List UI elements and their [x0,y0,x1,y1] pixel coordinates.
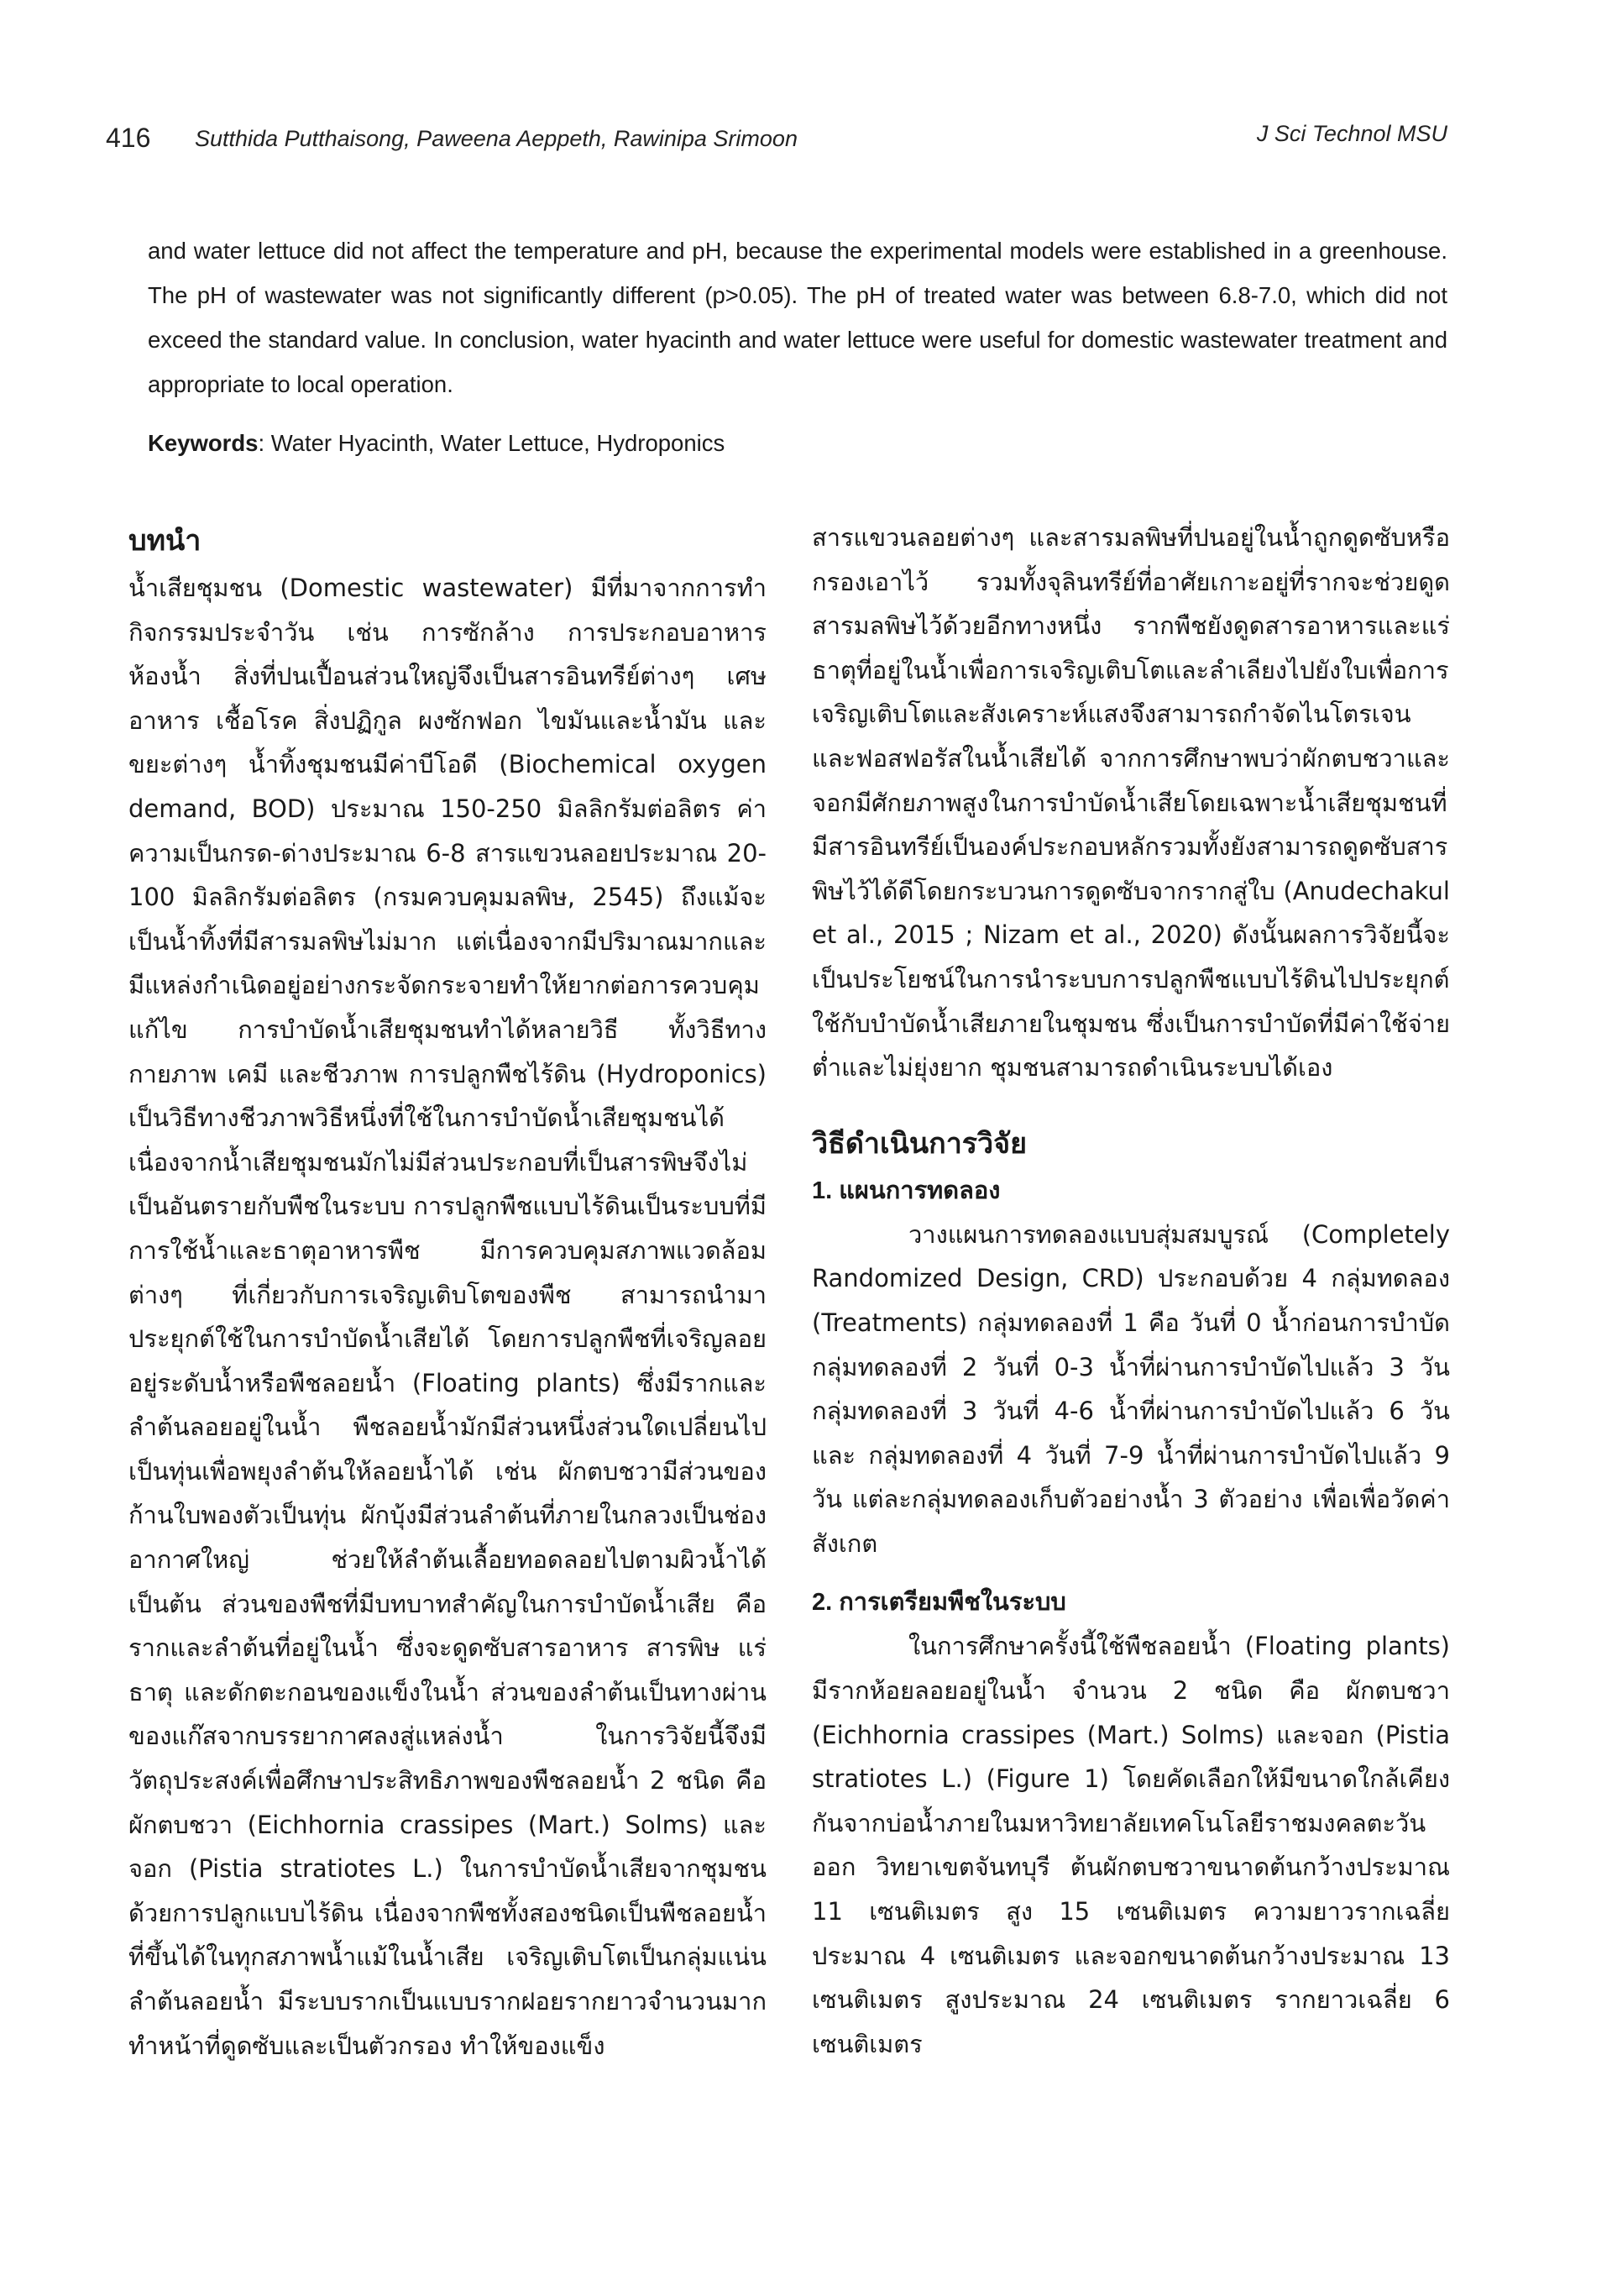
page-number: 416 [106,123,151,153]
methods-sub2-text: ในการศึกษาครั้งนี้ใช้พืชลอยน้ำ (Floating plants) มีรากห้อยลอยอยู่ในน้ำ จำนวน 2 ชนิด คือ ผักตบชวา (Eichhornia crassipes (Mart.) Solms) และจอก (Pistia stratiotes L.) (Figure 1) โดยคัดเลือกให้มีขนาดใกล้เคียงกันจากบ่อน้ำภายในมหาวิทยาลัยเทคโนโลยีราชมงคลตะวันออก วิทยาเขตจันทบุรี ต้นผักตบชวาขนาดต้นกว้างประมาณ 11 เซนติเมตร สูง 15 เซนติเมตร ความยาวรากเฉลี่ยประมาณ 4 เซนติเมตร และจอกขนาดต้นกว้างประมาณ 13 เซนติเมตร สูงประมาณ 24 เซนติเมตร รากยาวเฉลี่ย 6 เซนติเมตร [812,1632,1450,2058]
intro-paragraph: น้ำเสียชุมชน (Domestic wastewater) มีที่มาจากการทำกิจกรรมประจำวัน เช่น การซักล้าง การประกอบอาหาร ห้องน้ำ สิ่งที่ปนเปื้อนส่วนใหญ่จึงเป็นสารอินทรีย์ต่างๆ เศษอาหาร เชื้อโรค สิ่งปฏิกูล ผงซักฟอก ไขมันและน้ำมัน และขยะต่างๆ น้ำทิ้งชุมชนมีค่าบีโอดี (Biochemical oxygen demand, BOD) ประมาณ 150-250 มิลลิกรัมต่อลิตร ค่าความเป็นกรด-ด่างประมาณ 6-8 สารแขวนลอยประมาณ 20-100 มิลลิกรัมต่อลิตร (กรมควบคุมมลพิษ, 2545) ถึงแม้จะเป็นน้ำทิ้งที่มีสารมลพิษไม่มาก แต่เนื่องจากมีปริมาณมากและมีแหล่งกำเนิดอยู่อย่างกระจัดกระจายทำให้ยากต่อการควบคุมแก้ไข การบำบัดน้ำเสียชุมชนทำได้หลายวิธี ทั้งวิธีทางกายภาพ เคมี และชีวภาพ การปลูกพืชไร้ดิน (Hydroponics) เป็นวิธีทางชีวภาพวิธีหนึ่งที่ใช้ในการบำบัดน้ำเสียชุมชนได้ เนื่องจากน้ำเสียชุมชนมักไม่มีส่วนประกอบที่เป็นสารพิษจึงไม่เป็นอันตรายกับพืชในระบบ การปลูกพืชแบบไร้ดินเป็นระบบที่มีการใช้น้ำและธาตุอาหารพืช มีการควบคุมสภาพแวดล้อมต่างๆ ที่เกี่ยวกับการเจริญเติบโตของพืช สามารถนำมาประยุกต์ใช้ในการบำบัดน้ำเสียได้ โดยการปลูกพืชที่เจริญลอยอยู่ระดับน้ำหรือพืชลอยน้ำ (Floating plants) ซึ่งมีรากและลำต้นลอยอยู่ในน้ำ พืชลอยน้ำมักมีส่วนหนึ่งส่วนใดเปลี่ยนไปเป็นทุ่นเพื่อพยุงลำต้นให้ลอยน้ำได้ เช่น ผักตบชวามีส่วนของก้านใบพองตัวเป็นทุ่น ผักบุ้งมีส่วนลำต้นที่ภายในกลวงเป็นช่องอากาศใหญ่ ช่วยให้ลำต้นเลื้อยทอดลอยไปตามผิวน้ำได้ เป็นต้น ส่วนของพืชที่มีบทบาทสำคัญในการบำบัดน้ำเสีย คือ รากและลำต้นที่อยู่ในน้ำ ซึ่งจะดูดซับสารอาหาร สารพิษ แร่ธาตุ และดักตะกอนของแข็งในน้ำ ส่วนของลำต้นเป็นทางผ่านของแก๊สจากบรรยากาศลงสู่แหล่งน้ำ ในการวิจัยนี้จึงมีวัตถุประสงค์เพื่อศึกษาประสิทธิภาพของพืชลอยน้ำ 2 ชนิด คือ ผักตบชวา (Eichhornia crassipes (Mart.) Solms) และจอก (Pistia stratiotes L.) ในการบำบัดน้ำเสียจากชุมชนด้วยการปลูกแบบไร้ดิน เนื่องจากพืชทั้งสองชนิดเป็นพืชลอยน้ำที่ขึ้นได้ในทุกสภาพน้ำแม้ในน้ำเสีย เจริญเติบโตเป็นกลุ่มแน่นลำต้นลอยน้ำ มีระบบรากเป็นแบบรากฝอยรากยาวจำนวนมากทำหน้าที่ดูดซับและเป็นตัวกรอง ทำให้ของแข็ง [128,574,767,2060]
keywords-text: : Water Hyacinth, Water Lettuce, Hydroponics [258,430,725,456]
methods-sub1-heading: 1. แผนการทดลอง [812,1177,1001,1204]
keywords-label: Keywords [148,430,259,456]
intro-heading: บทนำ [128,525,202,557]
journal-name: J Sci Technol MSU [1256,121,1447,146]
abstract-continuation: and water lettuce did not affect the temperature and pH, because the experimental models were established in a greenhouse. The pH of wastewater was not significantly different (p>0.05). The pH of treated water was between 6.8-7.0, which did not exceed the standard value. In conclusion, water hyacinth and water lettuce were useful for domestic wastewater treatment and appropriate to local operation. [148,238,1447,397]
methods-sub2-heading: 2. การเตรียมพืชในระบบ [812,1589,1066,1617]
page-header [106,116,1447,158]
keywords-line [148,430,1447,457]
methods-heading: วิธีดำเนินการวิจัย [812,1127,1027,1160]
intro-overflow: สารแขวนลอยต่างๆ และสารมลพิษที่ปนอยู่ในน้ำถูกดูดซับหรือกรองเอาไว้ รวมทั้งจุลินทรีย์ที่อาศัยเกาะอยู่ที่รากจะช่วยดูดสารมลพิษไว้ด้วยอีกทางหนึ่ง รากพืชยังดูดสารอาหารและแร่ธาตุที่อยู่ในน้ำเพื่อการเจริญเติบโตและลำเลียงไปยังใบเพื่อการเจริญเติบโตและสังเคราะห์แสงจึงสามารถกำจัดไนโตรเจนและฟอสฟอรัสในน้ำเสียได้ จากการศึกษาพบว่าผักตบชวาและจอกมีศักยภาพสูงในการบำบัดน้ำเสียโดยเฉพาะน้ำเสียชุมชนที่มีสารอินทรีย์เป็นองค์ประกอบหลักรวมทั้งยังสามารถดูดซับสารพิษไว้ได้ดีโดยกระบวนการดูดซับจากรากสู่ใบ (Anudechakul et al., 2015 ; Nizam et al., 2020) ดังนั้นผลการวิจัยนี้จะเป็นประโยชน์ในการนำระบบการปลูกพืชแบบไร้ดินไปประยุกต์ใช้กับบำบัดน้ำเสียภายในชุมชน ซึ่งเป็นการบำบัดที่มีค่าใช้จ่ายต่ำและไม่ยุ่งยาก ชุมชนสามารถดำเนินระบบได้เอง [812,523,1450,1082]
methods-sub1-text: วางแผนการทดลองแบบสุ่มสมบูรณ์ (Completely Randomized Design, CRD) ประกอบด้วย 4 กลุ่มทดลอง (Treatments) กลุ่มทดลองที่ 1 คือ วันที่ 0 น้ำก่อนการบำบัด กลุ่มทดลองที่ 2 วันที่ 0-3 น้ำที่ผ่านการบำบัดไปแล้ว 3 วัน กลุ่มทดลองที่ 3 วันที่ 4-6 น้ำที่ผ่านการบำบัดไปแล้ว 6 วัน และ กลุ่มทดลองที่ 4 วันที่ 7-9 น้ำที่ผ่านการบำบัดไปแล้ว 9 วัน แต่ละกลุ่มทดลองเก็บตัวอย่างน้ำ 3 ตัวอย่าง เพื่อเพื่อวัดค่าสังเกต [812,1219,1450,1558]
right-column [812,516,1450,2066]
left-column [128,516,767,2068]
running-authors: Sutthida Putthaisong, Paweena Aeppeth, Rawinipa Srimoon [195,126,798,151]
